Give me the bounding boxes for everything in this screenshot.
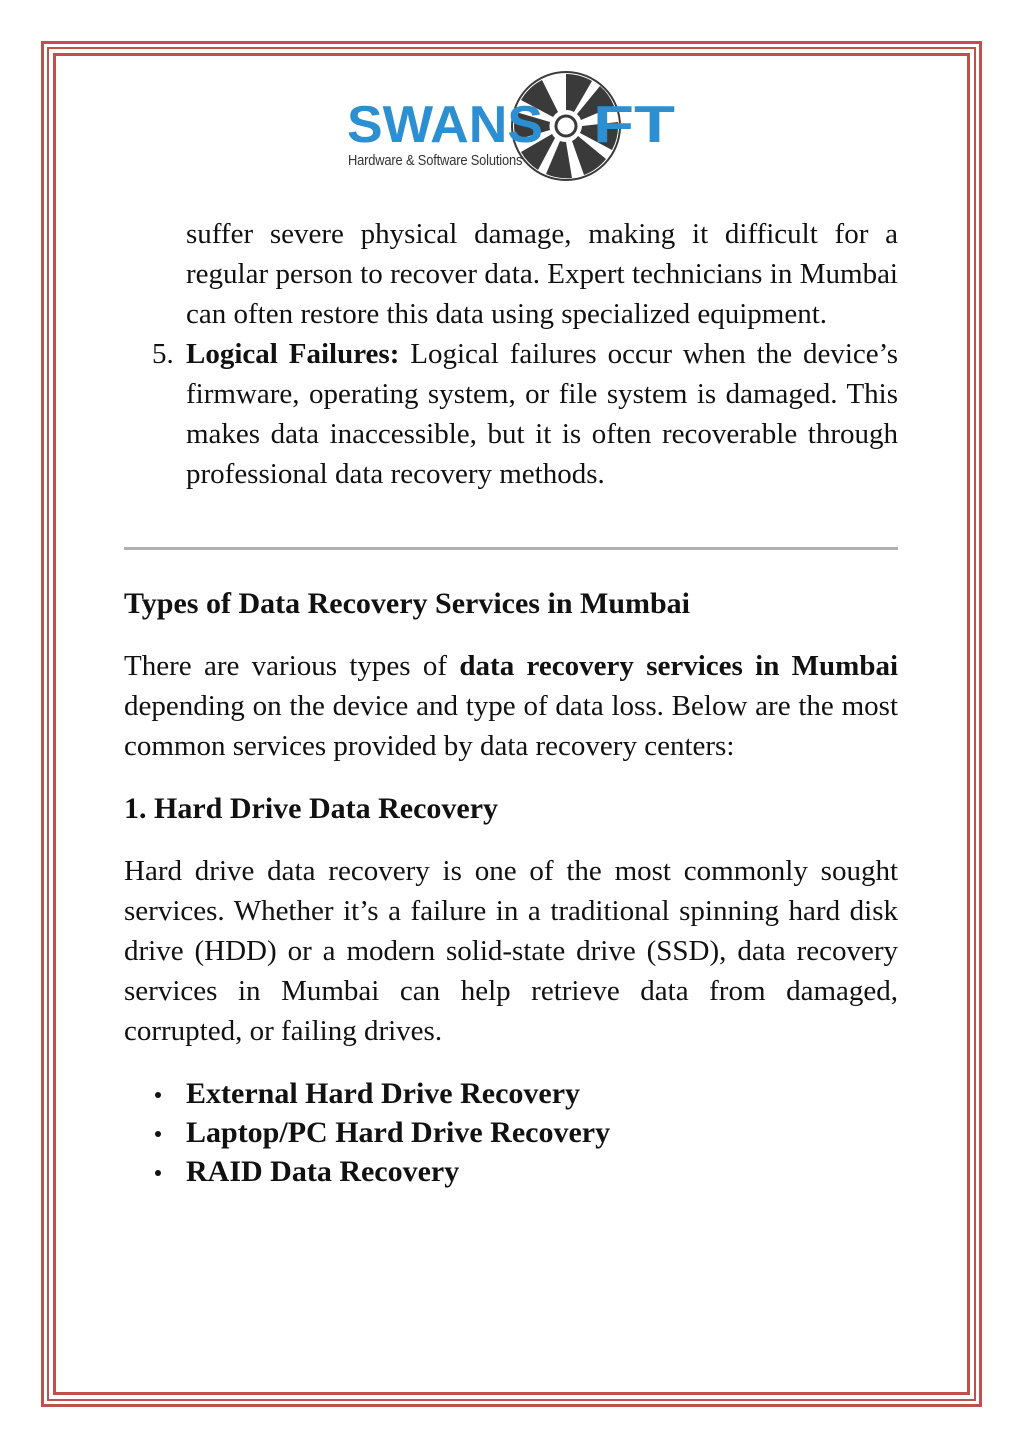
bullet-label: External Hard Drive Recovery (186, 1077, 581, 1110)
bullet-item (124, 1152, 898, 1191)
intro-text-end: depending on the device and type of data loss. Below are the most common services provided by data recovery centers: (124, 690, 898, 762)
list-item-number: 5. (152, 338, 174, 370)
section-title: Types of Data Recovery Services in Mumbai (124, 587, 691, 620)
bullet-icon (155, 1170, 161, 1176)
bullet-icon (155, 1131, 161, 1137)
intro-bold-text: data recovery services in Mumbai (459, 650, 899, 682)
bullet-label: RAID Data Recovery (186, 1155, 460, 1188)
list-item-text: Logical failures occur when the device’s firmware, operating system, or file system is damaged. This makes data inaccessible, but it is often recoverable through professional data recovery methods. (186, 338, 898, 490)
swansoft-logo (344, 70, 679, 182)
bullet-list (124, 1074, 898, 1191)
list-item-title: Logical Failures: (186, 338, 400, 370)
bullet-item (124, 1074, 898, 1113)
section-intro (124, 646, 898, 766)
bullet-icon (155, 1092, 161, 1098)
numbered-list (124, 214, 898, 494)
logo-brand-part1: SWANS (347, 96, 543, 154)
document-body (124, 214, 898, 1191)
section-divider (124, 547, 898, 550)
bullet-label: Laptop/PC Hard Drive Recovery (186, 1116, 611, 1149)
list-item (124, 334, 898, 494)
bullet-item (124, 1113, 898, 1152)
subsection-title: 1. Hard Drive Data Recovery (124, 792, 499, 825)
intro-text-start: There are various types of (124, 650, 460, 682)
logo-tagline: Hardware & Software Solutions (348, 152, 523, 169)
subsection-paragraph: Hard drive data recovery is one of the most commonly sought services. Whether it’s a failure in a traditional spinning hard disk drive (HDD) or a modern solid-state drive (SSD), data recovery services in Mumbai can help retrieve data from damaged, corrupted, or failing drives. (124, 855, 898, 1047)
logo-brand-part2: FT (593, 96, 676, 154)
list-item-continuation: suffer severe physical damage, making it difficult for a regular person to recover data. Expert technicians in Mumbai can often restore this data using specialized equipment. (186, 218, 898, 330)
